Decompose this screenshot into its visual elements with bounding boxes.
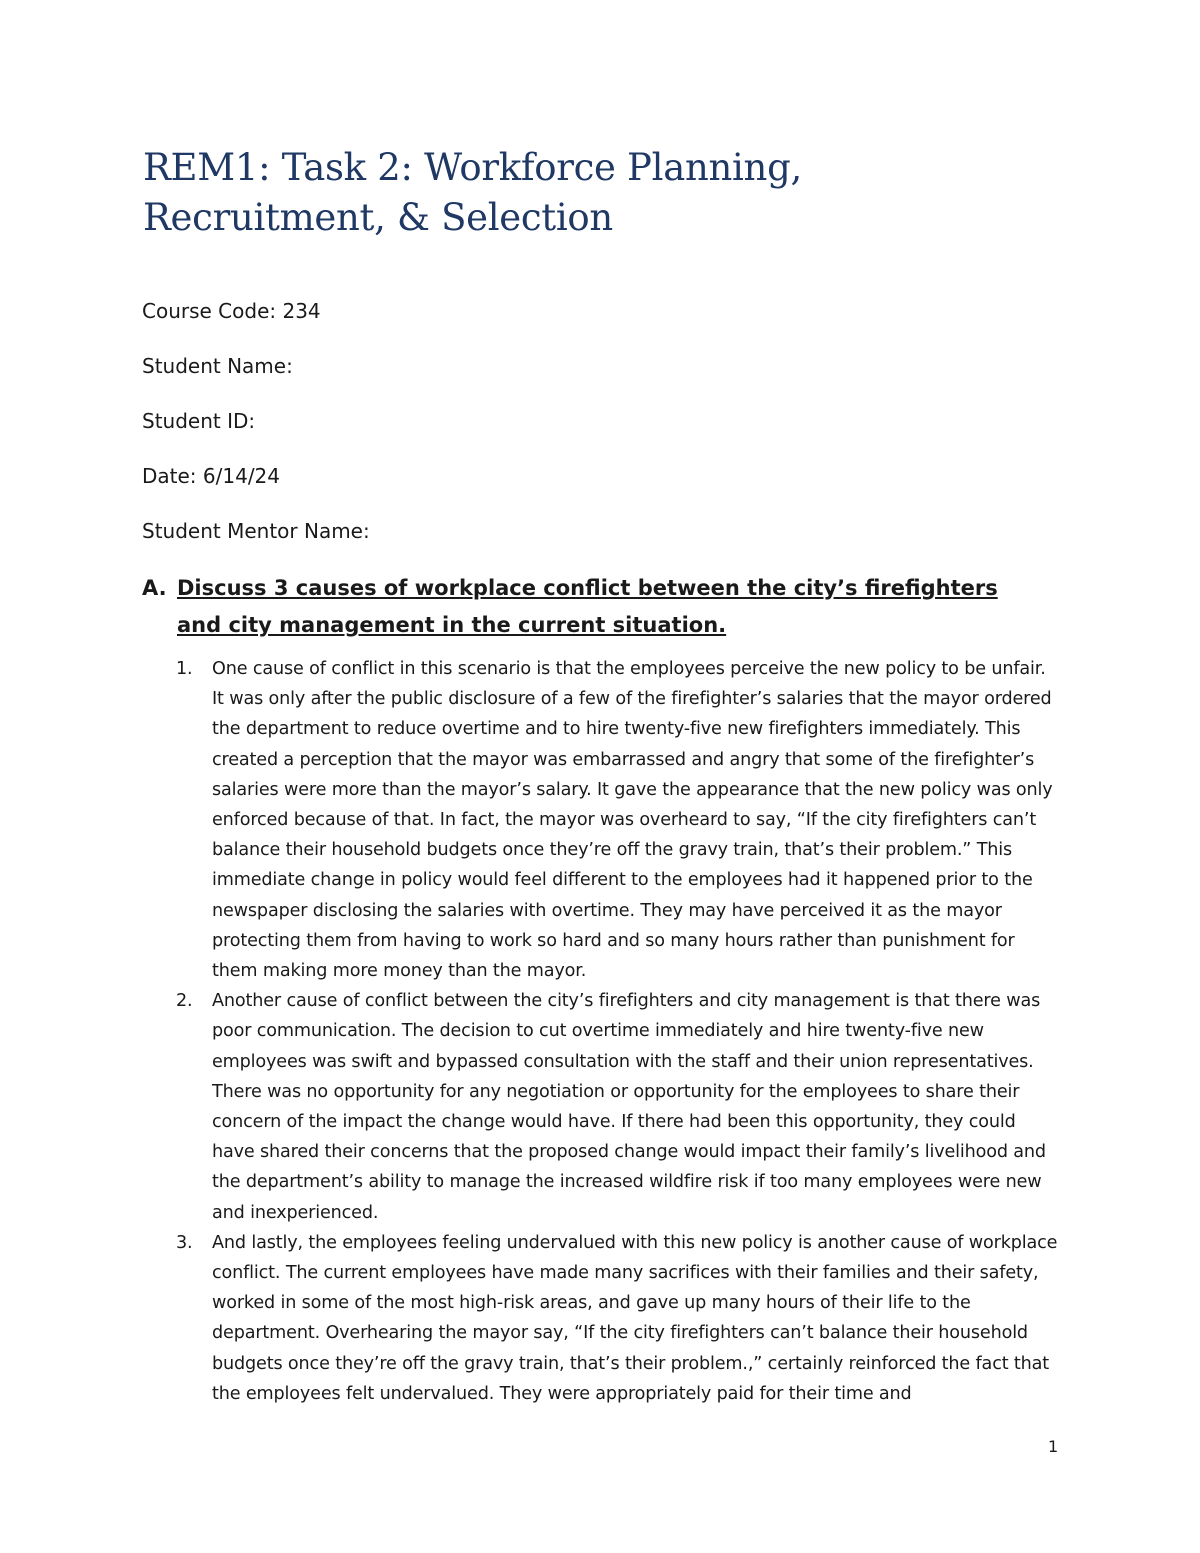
- causes-list: [176, 654, 1076, 1409]
- list-item: [176, 1228, 1076, 1409]
- page-number: 1: [1048, 1437, 1059, 1456]
- student-id-field: [142, 408, 255, 434]
- student-id-label: Student ID:: [142, 409, 256, 433]
- list-item-text: Another cause of conflict between the city’s firefighters and city management is that there was poor communication. The decision to cut overtime immediately and hire twenty-five new employees was swift and bypassed consultation with the staff and their union representatives. There was no opportunity for any negotiation or opportunity for the employees to share their concern of the impact the change would have. If there had been this opportunity, they could have shared their concerns that the proposed change would impact their family’s livelihood and the department’s ability to manage the increased wildfire risk if too many employees were new and inexperienced.: [212, 991, 1046, 1223]
- mentor-name-label: Student Mentor Name:: [142, 519, 370, 543]
- course-code-field: [142, 298, 321, 324]
- student-name-field: [142, 353, 293, 379]
- list-item: [176, 654, 1076, 986]
- mentor-name-field: [142, 518, 370, 544]
- course-code-value: 234: [282, 299, 321, 323]
- student-name-label: Student Name:: [142, 354, 293, 378]
- list-item-text: One cause of conflict in this scenario is that the employees perceive the new policy to be unfair. It was only after the public disclosure of a few of the firefighter’s salaries that the mayor ordered the department to reduce overtime and to hire twenty-five new firefighters immediately. This created a perception that the mayor was embarrassed and angry that some of the firefighter’s salaries were more than the mayor’s salary. It gave the appearance that the new policy was only enforced because of that. In fact, the mayor was overheard to say, “If the city firefighters can’t balance their household budgets once they’re off the gravy train, that’s their problem.” This immediate change in policy would feel different to the employees had it happened prior to the newspaper disclosing the salaries with overtime. They may have perceived it as the mayor protecting them from having to work so hard and so many hours rather than punishment for them making more money than the mayor.: [212, 659, 1053, 982]
- list-item: [176, 986, 1076, 1228]
- list-item-number: 2.: [176, 991, 193, 1012]
- document-title: REM1: Task 2: Workforce Planning, Recruitment, & Selection: [143, 146, 802, 239]
- date-value: 6/14/24: [202, 464, 281, 488]
- date-field: [142, 463, 280, 489]
- course-code-label: Course Code:: [142, 299, 277, 323]
- list-item-number: 1.: [176, 659, 193, 679]
- list-item-number: 3.: [176, 1232, 193, 1253]
- list-item-text: And lastly, the employees feeling undervalued with this new policy is another cause of workplace conflict. The current employees have made many sacrifices with their families and their safety, worked in some of the most high-risk areas, and gave up many hours of their life to the department. Overhearing the mayor say, “If the city firefighters can’t balance their household budgets once they’re off the gravy train, that’s their problem.,” certainly reinforced the fact that the employees felt undervalued. They were appropriately paid for their time and: [212, 1232, 1058, 1404]
- section-a-heading-text: Discuss 3 causes of workplace conflict between the city’s firefighters and city management in the current situation.: [177, 576, 998, 637]
- section-a-letter: A.: [142, 576, 167, 600]
- date-label: Date:: [142, 464, 197, 488]
